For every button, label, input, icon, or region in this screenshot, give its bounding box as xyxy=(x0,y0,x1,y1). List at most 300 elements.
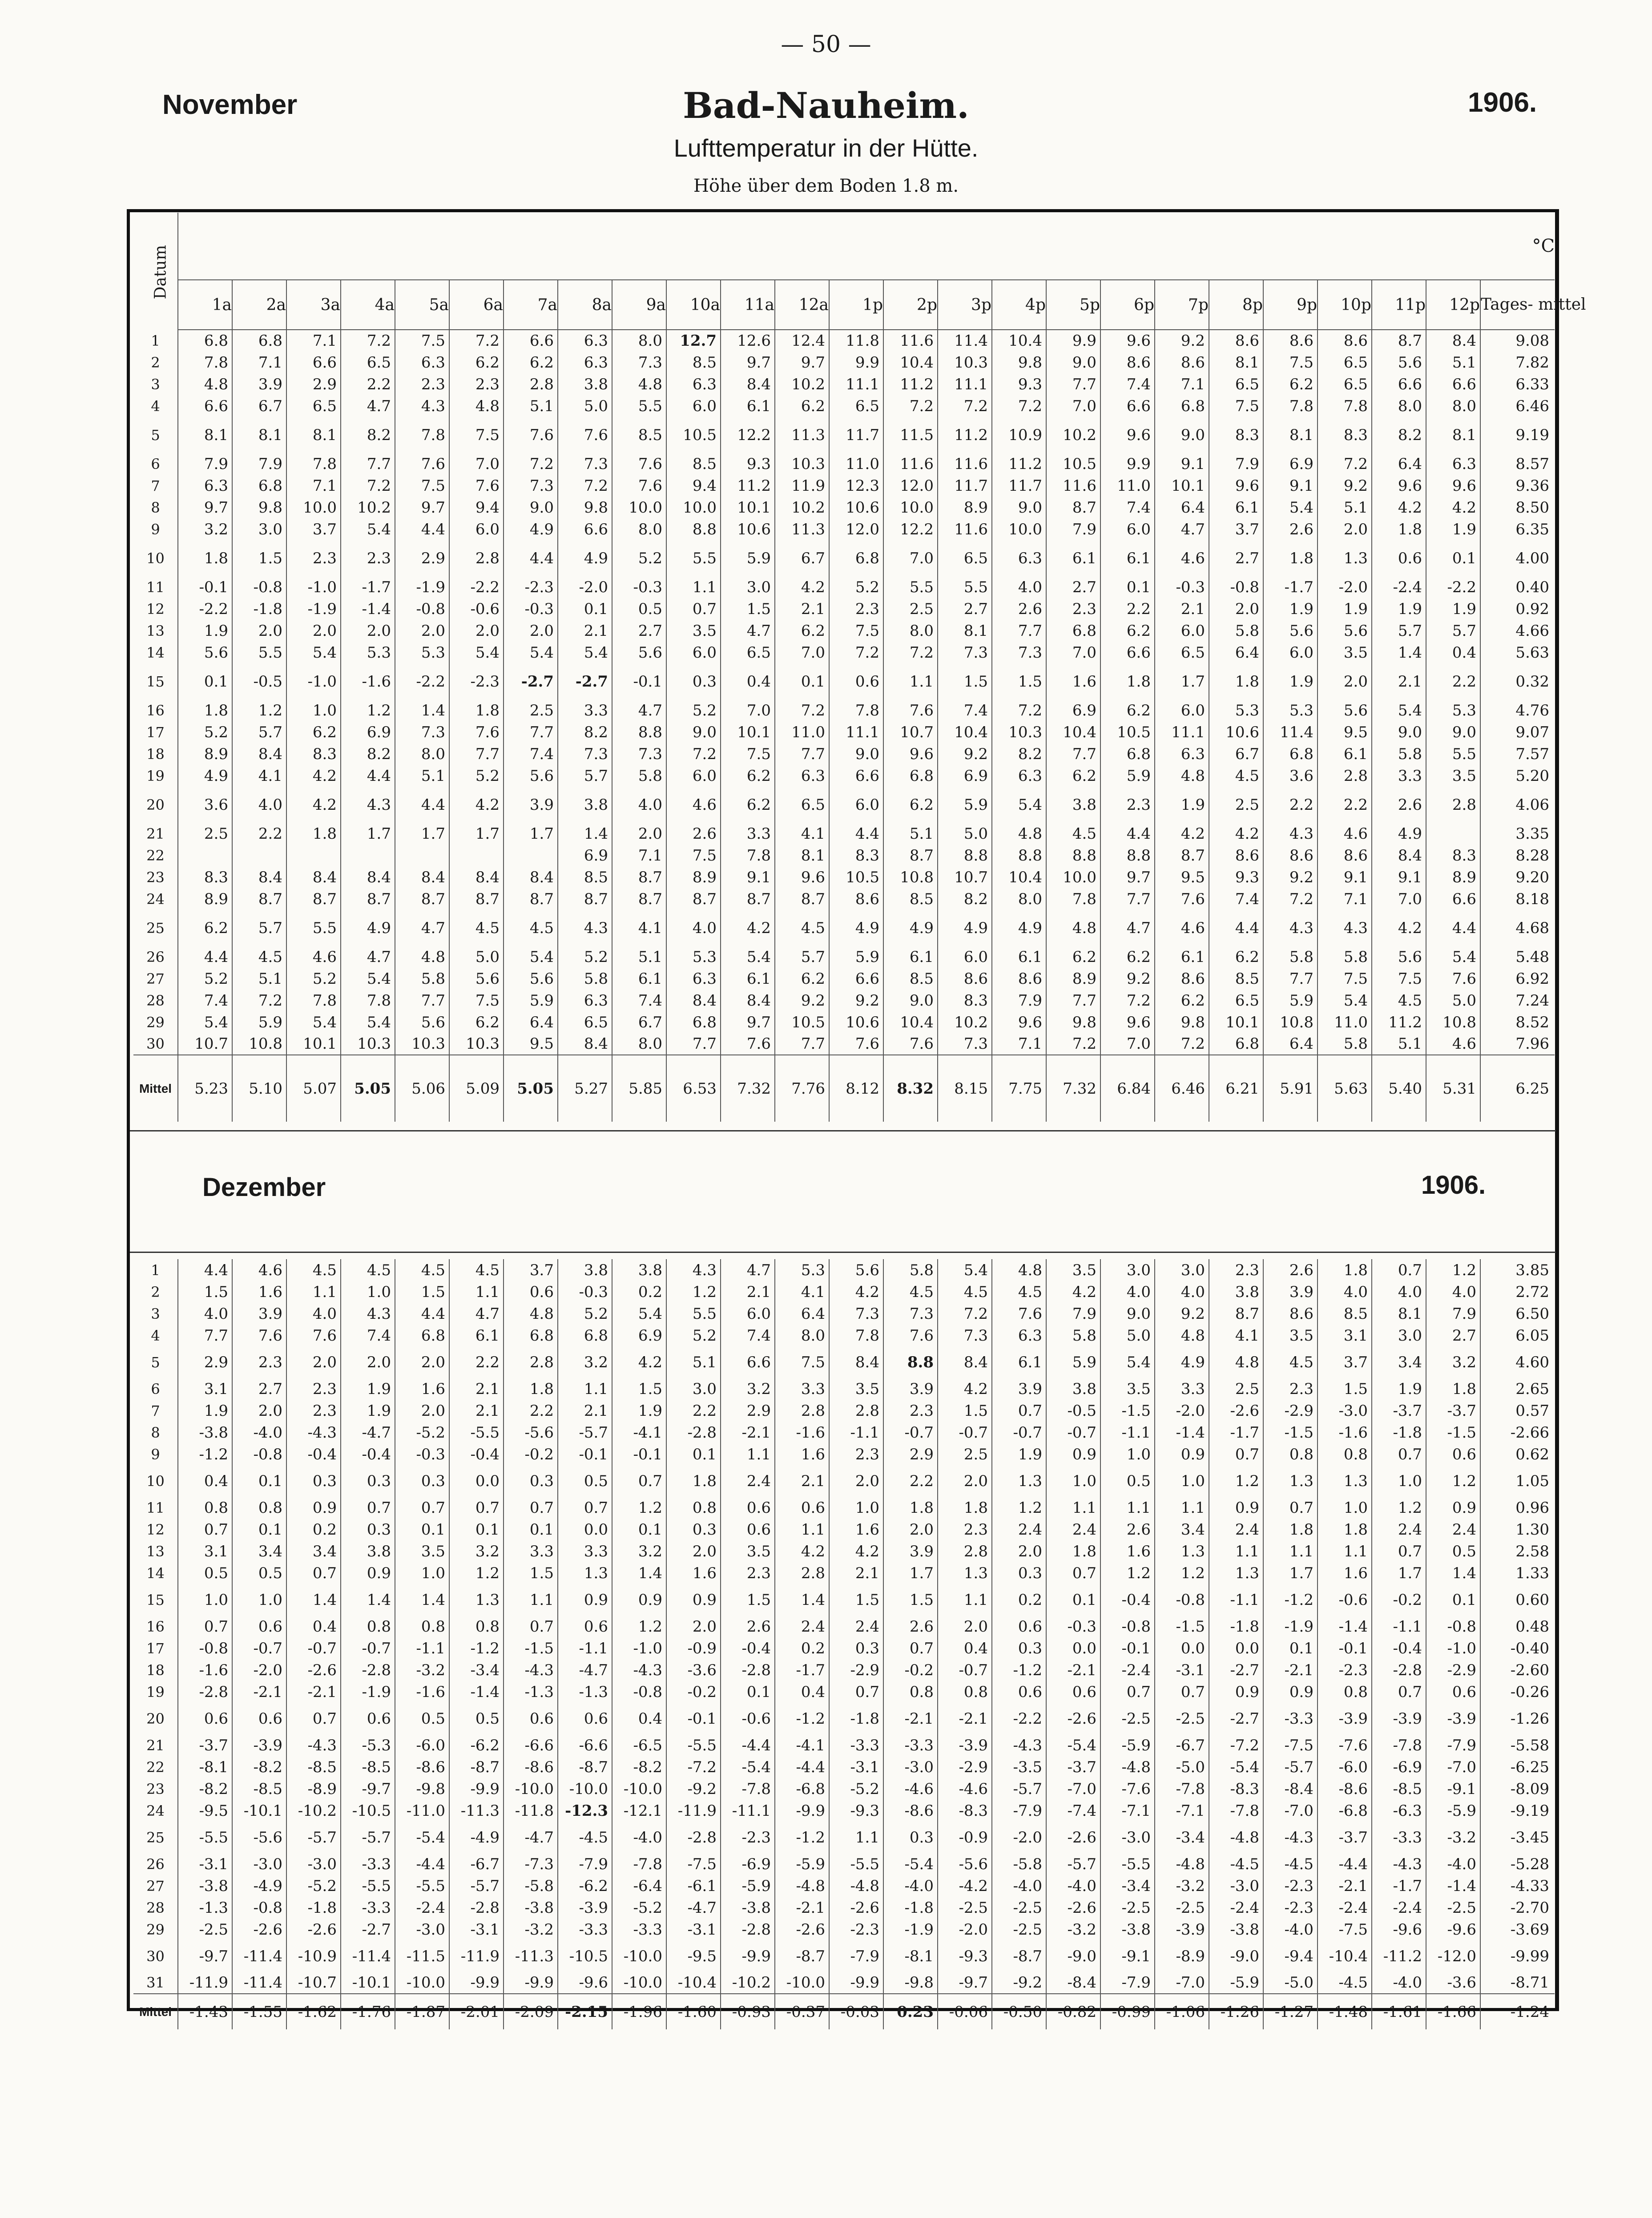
temperature-cell: 9.6 xyxy=(775,866,829,888)
temperature-cell: -5.9 xyxy=(1100,1734,1155,1756)
hourly-mean-cell: 5.05 xyxy=(341,1055,395,1122)
temperature-cell: -0.1 xyxy=(612,1443,666,1465)
temperature-cell: -3.1 xyxy=(449,1919,504,1940)
temperature-cell: 8.9 xyxy=(178,888,232,910)
table-row xyxy=(133,866,1555,888)
day-number: 9 xyxy=(133,518,178,540)
daily-mean-cell: 9.07 xyxy=(1480,721,1555,743)
temperature-cell: -3.9 xyxy=(1318,1703,1372,1734)
temperature-cell: 8.6 xyxy=(1155,968,1209,990)
temperature-cell: 2.6 xyxy=(1263,518,1318,540)
temperature-cell: 0.6 xyxy=(232,1616,286,1637)
temperature-cell: 7.3 xyxy=(504,475,558,497)
temperature-cell: 4.4 xyxy=(395,1303,449,1325)
temperature-cell: 3.0 xyxy=(1155,1259,1209,1281)
temperature-cell: 7.2 xyxy=(829,642,883,663)
temperature-cell: 0.1 xyxy=(1100,576,1155,598)
temperature-cell: -2.2 xyxy=(1426,576,1480,598)
temperature-cell: 10.4 xyxy=(992,330,1046,351)
temperature-cell: 5.4 xyxy=(1263,497,1318,518)
table-row xyxy=(133,1897,1555,1919)
temperature-cell: 10.1 xyxy=(721,497,775,518)
temperature-cell: 11.7 xyxy=(992,475,1046,497)
temperature-cell: -12.3 xyxy=(558,1800,612,1822)
temperature-cell: 7.8 xyxy=(286,990,341,1011)
temperature-cell: 7.2 xyxy=(775,699,829,721)
temperature-cell: -1.7 xyxy=(1209,1422,1263,1443)
temperature-cell: 8.6 xyxy=(1209,844,1263,866)
temperature-cell xyxy=(286,844,341,866)
temperature-cell: 6.8 xyxy=(829,540,883,576)
hourly-mean-cell: 5.05 xyxy=(504,1055,558,1122)
table-row xyxy=(133,1778,1555,1800)
temperature-cell: -1.6 xyxy=(178,1659,232,1681)
temperature-cell: 6.7 xyxy=(1209,743,1263,765)
height-note: Höhe über dem Boden 1.8 m. xyxy=(693,176,959,196)
temperature-cell: 1.0 xyxy=(1046,1465,1100,1497)
temperature-cell: 4.3 xyxy=(1318,910,1372,946)
temperature-cell: 4.0 xyxy=(1155,1281,1209,1303)
temperature-cell: -2.6 xyxy=(286,1659,341,1681)
temperature-cell: 8.8 xyxy=(938,844,992,866)
temperature-cell: 6.9 xyxy=(341,721,395,743)
temperature-cell: -9.3 xyxy=(938,1940,992,1972)
temperature-cell: 1.4 xyxy=(341,1584,395,1616)
temperature-cell: 7.1 xyxy=(286,330,341,351)
daily-mean-cell: 4.06 xyxy=(1480,787,1555,823)
temperature-cell: 2.0 xyxy=(829,1465,883,1497)
temperature-cell: 8.3 xyxy=(1318,417,1372,453)
temperature-cell: 8.4 xyxy=(395,866,449,888)
daily-mean-cell: 4.66 xyxy=(1480,620,1555,642)
temperature-cell: 7.5 xyxy=(775,1346,829,1378)
temperature-cell: 4.2 xyxy=(449,787,504,823)
temperature-cell: 10.3 xyxy=(449,1033,504,1055)
temperature-cell: 6.7 xyxy=(232,395,286,417)
daily-mean-cell: 6.33 xyxy=(1480,373,1555,395)
temperature-cell: 10.5 xyxy=(1100,721,1155,743)
temperature-cell: 0.8 xyxy=(449,1616,504,1637)
day-number: 26 xyxy=(133,1853,178,1875)
temperature-cell: 7.5 xyxy=(1263,351,1318,373)
temperature-cell: 6.8 xyxy=(504,1325,558,1346)
temperature-cell: 4.3 xyxy=(558,910,612,946)
temperature-cell: -1.9 xyxy=(1263,1616,1318,1637)
temperature-cell: 7.4 xyxy=(504,743,558,765)
table-row xyxy=(133,373,1555,395)
temperature-cell: -1.1 xyxy=(395,1637,449,1659)
temperature-cell: 7.7 xyxy=(178,1325,232,1346)
temperature-cell: -1.1 xyxy=(1100,1422,1155,1443)
temperature-cell: 6.0 xyxy=(829,787,883,823)
temperature-cell: 11.0 xyxy=(775,721,829,743)
temperature-cell: 4.8 xyxy=(504,1303,558,1325)
temperature-cell: 0.7 xyxy=(1209,1443,1263,1465)
temperature-cell: -2.5 xyxy=(1155,1703,1209,1734)
temperature-cell: 7.2 xyxy=(558,475,612,497)
temperature-cell: 4.6 xyxy=(1155,910,1209,946)
temperature-cell: 1.4 xyxy=(612,1562,666,1584)
temperature-cell: -10.0 xyxy=(612,1778,666,1800)
temperature-cell: -2.3 xyxy=(504,576,558,598)
temperature-cell: 4.8 xyxy=(1155,765,1209,787)
temperature-cell: 6.0 xyxy=(1155,699,1209,721)
temperature-cell: 7.5 xyxy=(666,844,721,866)
temperature-cell: -5.9 xyxy=(775,1853,829,1875)
temperature-cell: -7.9 xyxy=(1426,1734,1480,1756)
temperature-cell: 9.0 xyxy=(883,990,938,1011)
daily-mean-cell: -6.25 xyxy=(1480,1756,1555,1778)
daily-mean-cell: -2.66 xyxy=(1480,1422,1555,1443)
temperature-cell: 6.6 xyxy=(721,1346,775,1378)
temperature-cell: 8.6 xyxy=(1318,330,1372,351)
day-number: 20 xyxy=(133,787,178,823)
temperature-cell: 3.3 xyxy=(1155,1378,1209,1400)
temperature-cell: -0.3 xyxy=(1046,1616,1100,1637)
temperature-cell: -8.5 xyxy=(1372,1778,1426,1800)
temperature-cell: -4.5 xyxy=(1318,1972,1372,1994)
temperature-cell: -5.7 xyxy=(558,1422,612,1443)
temperature-cell: 6.5 xyxy=(938,540,992,576)
day-number: 12 xyxy=(133,1519,178,1540)
temperature-cell: 0.6 xyxy=(1372,540,1426,576)
temperature-cell: -10.2 xyxy=(286,1800,341,1822)
hourly-mean-cell: 6.21 xyxy=(1209,1055,1263,1122)
temperature-cell: -3.6 xyxy=(666,1659,721,1681)
temperature-cell: 0.3 xyxy=(829,1637,883,1659)
temperature-cell: -1.4 xyxy=(1155,1422,1209,1443)
temperature-cell: 1.2 xyxy=(1100,1562,1155,1584)
temperature-cell: 5.5 xyxy=(612,395,666,417)
temperature-cell: 11.2 xyxy=(938,417,992,453)
temperature-cell: -3.4 xyxy=(449,1659,504,1681)
temperature-cell: 0.0 xyxy=(558,1519,612,1540)
temperature-cell: 11.1 xyxy=(829,373,883,395)
temperature-cell: 0.6 xyxy=(1426,1681,1480,1703)
temperature-cell: 3.9 xyxy=(992,1378,1046,1400)
temperature-cell: 5.2 xyxy=(178,721,232,743)
temperature-cell: -7.5 xyxy=(1263,1734,1318,1756)
temperature-cell: 4.5 xyxy=(1046,823,1100,844)
temperature-cell: 2.1 xyxy=(558,1400,612,1422)
temperature-cell: -5.9 xyxy=(721,1875,775,1897)
temperature-cell: 5.1 xyxy=(612,946,666,968)
temperature-cell: 2.0 xyxy=(883,1519,938,1540)
day-number: 13 xyxy=(133,1540,178,1562)
temperature-cell: 8.6 xyxy=(1209,330,1263,351)
temperature-cell: 5.8 xyxy=(395,968,449,990)
temperature-cell: -8.6 xyxy=(504,1756,558,1778)
temperature-cell: 8.3 xyxy=(286,743,341,765)
temperature-cell: 0.6 xyxy=(721,1497,775,1519)
temperature-cell: -1.0 xyxy=(612,1637,666,1659)
temperature-cell: -10.0 xyxy=(504,1778,558,1800)
temperature-cell: -9.9 xyxy=(829,1972,883,1994)
temperature-cell: -2.8 xyxy=(721,1919,775,1940)
temperature-cell: 1.2 xyxy=(612,1616,666,1637)
day-number: 6 xyxy=(133,1378,178,1400)
temperature-cell: 7.6 xyxy=(883,1325,938,1346)
temperature-cell: 0.7 xyxy=(395,1497,449,1519)
temperature-cell: 8.1 xyxy=(938,620,992,642)
hourly-mean-cell: -1.26 xyxy=(1209,1994,1263,2029)
temperature-cell: 2.4 xyxy=(1046,1519,1100,1540)
temperature-cell: 0.6 xyxy=(1426,1443,1480,1465)
temperature-cell: 9.5 xyxy=(1155,866,1209,888)
temperature-cell: 0.4 xyxy=(721,663,775,699)
temperature-cell: 6.2 xyxy=(721,765,775,787)
temperature-cell: 8.4 xyxy=(558,1033,612,1055)
temperature-cell: -3.8 xyxy=(178,1875,232,1897)
temperature-cell: 4.8 xyxy=(178,373,232,395)
temperature-cell: 2.0 xyxy=(232,1400,286,1422)
temperature-cell: 5.3 xyxy=(1263,699,1318,721)
temperature-cell: 9.2 xyxy=(1155,1303,1209,1325)
temperature-cell: 8.4 xyxy=(938,1346,992,1378)
table-row xyxy=(133,699,1555,721)
station-title: Bad-Nauheim. xyxy=(683,85,969,126)
temperature-cell: 8.4 xyxy=(721,373,775,395)
daily-mean-cell: 0.92 xyxy=(1480,598,1555,620)
temperature-cell: -1.3 xyxy=(504,1681,558,1703)
temperature-cell: 8.9 xyxy=(666,866,721,888)
temperature-cell: 8.0 xyxy=(612,330,666,351)
temperature-cell: 3.0 xyxy=(232,518,286,540)
temperature-cell: 8.5 xyxy=(612,417,666,453)
temperature-cell: -2.6 xyxy=(1046,1897,1100,1919)
temperature-cell: 8.2 xyxy=(1372,417,1426,453)
temperature-cell: 5.6 xyxy=(612,642,666,663)
daily-mean-cell: -5.28 xyxy=(1480,1853,1555,1875)
temperature-cell: 3.4 xyxy=(1372,1346,1426,1378)
temperature-cell: 7.2 xyxy=(1263,888,1318,910)
temperature-cell: -3.7 xyxy=(178,1734,232,1756)
table-row xyxy=(133,518,1555,540)
temperature-cell: -4.2 xyxy=(938,1875,992,1897)
temperature-cell: 4.5 xyxy=(883,1281,938,1303)
temperature-cell: 0.7 xyxy=(558,1497,612,1519)
temperature-cell: -4.5 xyxy=(1263,1853,1318,1875)
temperature-cell: 4.5 xyxy=(395,1259,449,1281)
temperature-cell: -1.4 xyxy=(449,1681,504,1703)
temperature-cell: 5.9 xyxy=(1263,990,1318,1011)
temperature-cell: 5.0 xyxy=(449,946,504,968)
temperature-cell: 3.4 xyxy=(1155,1519,1209,1540)
day-number: 4 xyxy=(133,1325,178,1346)
temperature-cell: -3.0 xyxy=(395,1919,449,1940)
temperature-cell: -1.9 xyxy=(341,1681,395,1703)
temperature-cell: 6.8 xyxy=(1100,743,1155,765)
temperature-cell: 0.7 xyxy=(504,1616,558,1637)
temperature-cell: 1.5 xyxy=(504,1562,558,1584)
temperature-cell: 1.4 xyxy=(286,1584,341,1616)
temperature-cell: -1.6 xyxy=(1318,1422,1372,1443)
temperature-cell: -3.7 xyxy=(1426,1400,1480,1422)
temperature-cell: -2.8 xyxy=(666,1822,721,1853)
hourly-mean-cell: 7.75 xyxy=(992,1055,1046,1122)
temperature-cell: 4.6 xyxy=(1426,1033,1480,1055)
temperature-cell: 7.6 xyxy=(449,721,504,743)
temperature-cell: -4.7 xyxy=(341,1422,395,1443)
temperature-cell: 5.6 xyxy=(449,968,504,990)
temperature-cell: 5.3 xyxy=(666,946,721,968)
temperature-cell: -7.2 xyxy=(1209,1734,1263,1756)
temperature-cell: 3.9 xyxy=(232,1303,286,1325)
table-row xyxy=(133,1800,1555,1822)
temperature-cell: -2.3 xyxy=(721,1822,775,1853)
temperature-cell: -6.0 xyxy=(1318,1756,1372,1778)
day-number: 29 xyxy=(133,1011,178,1033)
temperature-cell: 0.0 xyxy=(449,1465,504,1497)
temperature-cell: 4.3 xyxy=(341,787,395,823)
temperature-cell: -9.7 xyxy=(938,1972,992,1994)
temperature-cell: -1.3 xyxy=(178,1897,232,1919)
temperature-cell: 1.7 xyxy=(1155,663,1209,699)
daily-mean-cell: 8.50 xyxy=(1480,497,1555,518)
temperature-cell: 8.3 xyxy=(1426,844,1480,866)
temperature-cell: -5.6 xyxy=(504,1422,558,1443)
temperature-cell: 6.2 xyxy=(1209,946,1263,968)
temperature-cell: -0.8 xyxy=(232,1897,286,1919)
temperature-cell: 9.7 xyxy=(721,1011,775,1033)
hourly-mean-cell: -0.82 xyxy=(1046,1994,1100,2029)
temperature-cell: 9.2 xyxy=(1263,866,1318,888)
temperature-cell: 8.5 xyxy=(883,968,938,990)
hourly-mean-cell: -1.76 xyxy=(341,1994,395,2029)
table-row xyxy=(133,1919,1555,1940)
temperature-cell: -0.8 xyxy=(178,1637,232,1659)
table-row xyxy=(133,1011,1555,1033)
temperature-cell: 6.0 xyxy=(666,642,721,663)
temperature-cell: 1.9 xyxy=(992,1443,1046,1465)
temperature-cell: -4.8 xyxy=(1100,1756,1155,1778)
temperature-cell: -7.0 xyxy=(1155,1972,1209,1994)
temperature-cell: 4.1 xyxy=(775,823,829,844)
temperature-cell: -2.4 xyxy=(1209,1897,1263,1919)
temperature-cell: 4.5 xyxy=(449,1259,504,1281)
temperature-cell: 9.7 xyxy=(721,351,775,373)
temperature-cell: -8.1 xyxy=(883,1940,938,1972)
temperature-cell: 7.6 xyxy=(232,1325,286,1346)
temperature-cell: 4.4 xyxy=(1209,910,1263,946)
temperature-cell: 0.0 xyxy=(1046,1637,1100,1659)
temperature-cell: 7.5 xyxy=(395,475,449,497)
table-row xyxy=(133,497,1555,518)
temperature-cell: 9.9 xyxy=(1100,453,1155,475)
temperature-cell: 6.5 xyxy=(1318,373,1372,395)
temperature-cell: 4.9 xyxy=(883,910,938,946)
daily-mean-cell: -3.69 xyxy=(1480,1919,1555,1940)
temperature-cell: 1.3 xyxy=(558,1562,612,1584)
day-number: 24 xyxy=(133,1800,178,1822)
temperature-cell: 1.7 xyxy=(395,823,449,844)
temperature-cell: -1.7 xyxy=(1263,576,1318,598)
temperature-cell: -5.9 xyxy=(1209,1972,1263,1994)
temperature-cell: 3.3 xyxy=(775,1378,829,1400)
temperature-cell: 5.4 xyxy=(341,518,395,540)
temperature-cell: -1.5 xyxy=(1426,1422,1480,1443)
temperature-cell: -4.4 xyxy=(721,1734,775,1756)
temperature-cell: 5.0 xyxy=(558,395,612,417)
temperature-cell: 5.1 xyxy=(666,1346,721,1378)
temperature-cell: 2.0 xyxy=(232,620,286,642)
temperature-cell: 9.6 xyxy=(1209,475,1263,497)
temperature-cell: -5.2 xyxy=(286,1875,341,1897)
temperature-cell: 1.3 xyxy=(1263,1465,1318,1497)
temperature-cell: 5.8 xyxy=(1318,1033,1372,1055)
temperature-cell: -5.0 xyxy=(1155,1756,1209,1778)
temperature-cell: 0.3 xyxy=(992,1562,1046,1584)
temperature-cell: -2.5 xyxy=(1100,1897,1155,1919)
temperature-cell: -4.8 xyxy=(775,1875,829,1897)
temperature-cell: -0.7 xyxy=(992,1422,1046,1443)
daily-mean-cell: 1.05 xyxy=(1480,1465,1555,1497)
temperature-cell: 11.2 xyxy=(883,373,938,395)
temperature-cell: -0.9 xyxy=(938,1822,992,1853)
temperature-cell: -1.2 xyxy=(775,1822,829,1853)
temperature-cell: 1.6 xyxy=(1318,1562,1372,1584)
temperature-cell: 2.6 xyxy=(883,1616,938,1637)
temperature-cell: 7.6 xyxy=(504,417,558,453)
temperature-cell: 8.0 xyxy=(992,888,1046,910)
temperature-cell: 12.3 xyxy=(829,475,883,497)
temperature-cell: 1.1 xyxy=(883,663,938,699)
daily-mean-cell: -5.58 xyxy=(1480,1734,1555,1756)
temperature-cell: 2.2 xyxy=(883,1465,938,1497)
table-subtitle: Lufttemperatur in der Hütte. xyxy=(673,134,979,162)
table-row xyxy=(133,1584,1555,1616)
temperature-cell: 9.0 xyxy=(1372,721,1426,743)
temperature-cell: 6.4 xyxy=(1209,642,1263,663)
temperature-cell: 2.1 xyxy=(1372,663,1426,699)
temperature-cell: -0.4 xyxy=(286,1443,341,1465)
temperature-cell: 6.6 xyxy=(504,330,558,351)
temperature-cell: 2.5 xyxy=(1209,787,1263,823)
temperature-cell: 5.5 xyxy=(666,540,721,576)
daily-mean-cell: 0.60 xyxy=(1480,1584,1555,1616)
temperature-cell: 9.0 xyxy=(1100,1303,1155,1325)
temperature-cell: -1.0 xyxy=(1426,1637,1480,1659)
temperature-cell: 10.0 xyxy=(612,497,666,518)
temperature-cell: 5.4 xyxy=(992,787,1046,823)
hourly-mean-cell: 6.53 xyxy=(666,1055,721,1122)
temperature-cell: 5.5 xyxy=(286,910,341,946)
temperature-cell: -6.5 xyxy=(612,1734,666,1756)
temperature-cell: 5.5 xyxy=(938,576,992,598)
temperature-cell: 3.7 xyxy=(286,518,341,540)
temperature-cell: 6.2 xyxy=(1046,765,1100,787)
temperature-cell: 1.8 xyxy=(883,1497,938,1519)
temperature-cell: -1.8 xyxy=(286,1897,341,1919)
temperature-cell: -2.8 xyxy=(1372,1659,1426,1681)
temperature-cell: 6.5 xyxy=(829,395,883,417)
temperature-cell: 4.3 xyxy=(1263,823,1318,844)
temperature-cell: 11.6 xyxy=(938,518,992,540)
temperature-cell: 0.1 xyxy=(1263,1637,1318,1659)
temperature-cell: 5.4 xyxy=(938,1259,992,1281)
temperature-cell: 6.0 xyxy=(449,518,504,540)
temperature-cell: 3.8 xyxy=(558,1259,612,1281)
temperature-cell: 7.8 xyxy=(1318,395,1372,417)
temperature-cell: 1.5 xyxy=(721,598,775,620)
temperature-cell: 6.9 xyxy=(558,844,612,866)
temperature-cell: 7.7 xyxy=(992,620,1046,642)
day-number: 18 xyxy=(133,1659,178,1681)
temperature-cell: 6.3 xyxy=(992,1325,1046,1346)
temperature-cell: 3.0 xyxy=(666,1378,721,1400)
hourly-mean-cell: -2.09 xyxy=(504,1994,558,2029)
temperature-cell: -5.6 xyxy=(232,1822,286,1853)
